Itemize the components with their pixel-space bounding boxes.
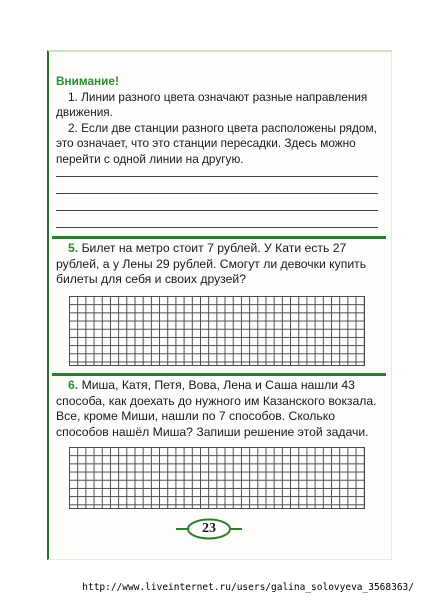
task-6-text: Миша, Катя, Петя, Вова, Лена и Саша нашли 43 способа, как доехать до нужного им Казанского вокзала. Все, кроме Миши, нашли по 7 способов. Сколько способов нашёл Миша? Запиши решение этой задачи. [56,378,377,439]
task-6-number: 6. [68,378,79,392]
answer-line-1[interactable] [56,176,378,177]
answer-grid-task-6[interactable] [69,447,365,509]
attention-item-2: 2. Если две станции разного цвета расположены рядом, это означает, что это станции пересадки. Здесь можно перейти с одной линии на другую. [56,120,377,166]
answer-line-2[interactable] [56,193,378,194]
attention-block [56,74,382,167]
attention-title: Внимание! [56,74,119,88]
watermark-url: http://www.liveinternet.ru/users/galina_solovyeva_3568363/ [82,582,414,593]
page-number-badge [176,518,242,540]
task-5-text: Билет на метро стоит 7 рублей. У Кати есть 27 рублей, а у Лены 29 рублей. Смогут ли девочки купить билеты для себя и своих друзей? [56,241,367,286]
section-divider-1 [52,236,386,239]
task-5 [56,241,382,288]
section-divider-2 [52,373,386,376]
answer-grid-task-5[interactable] [69,296,365,366]
answer-line-3[interactable] [56,210,378,211]
task-6 [56,378,382,440]
attention-item-1: 1. Линии разного цвета означают разные направления движения. [56,89,368,119]
answer-line-4[interactable] [56,227,378,228]
page-number: 23 [202,521,216,536]
task-5-number: 5. [68,241,79,255]
